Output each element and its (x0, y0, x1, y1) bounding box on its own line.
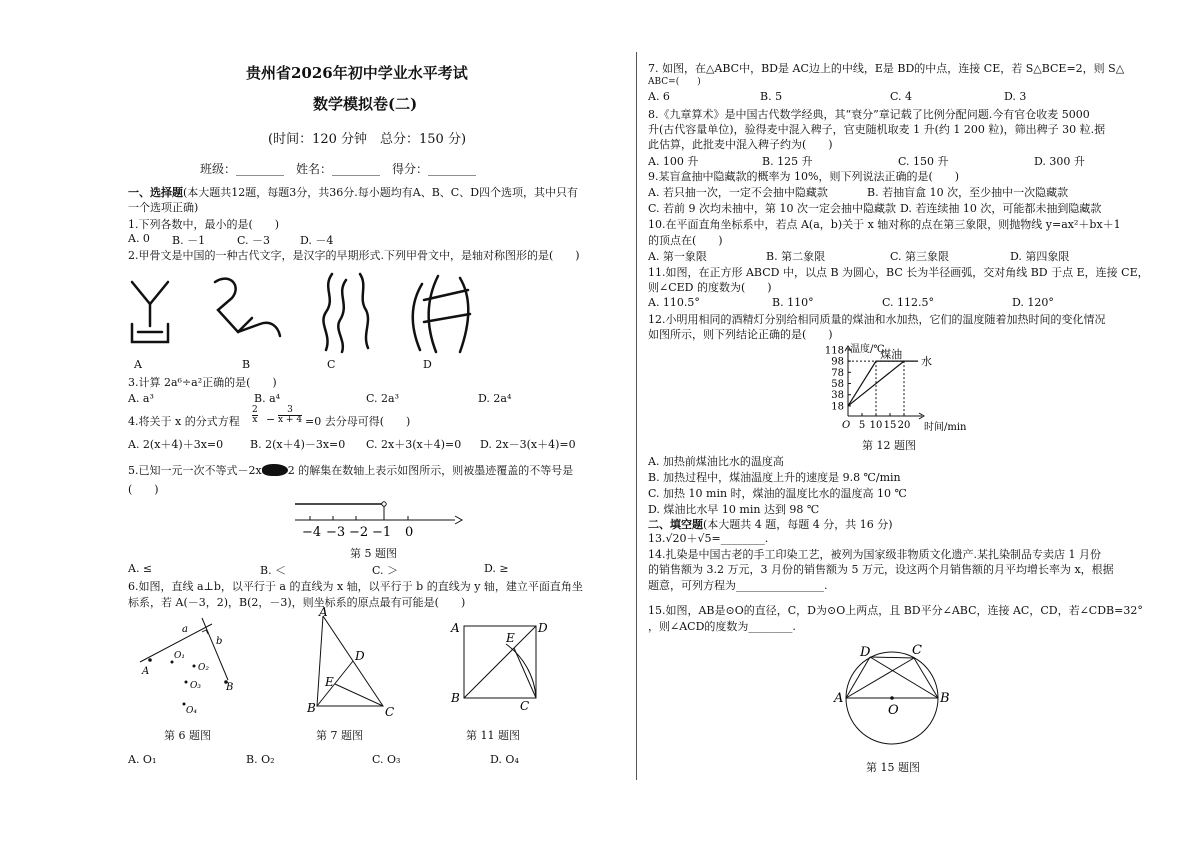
fig6-label-B: B (226, 682, 234, 693)
q5-tick-m3: −3 (326, 525, 346, 540)
q11-option-a: A. 110.5° (648, 296, 700, 309)
fig7-label-A: A (319, 605, 328, 619)
q2-stem: 2.甲骨文是中国的一种古代文字，是汉字的早期形式.下列甲骨文中，是轴对称图形的是( ) (128, 249, 580, 262)
q3-option-c: C. 2a³ (366, 392, 399, 405)
q5-caption: 第 5 题图 (350, 547, 397, 560)
q12-option-c: C. 加热 10 min 时，煤油的温度比水的温度高 10 ℃ (648, 487, 907, 500)
section2-heading: 二、填空题 (648, 518, 703, 531)
fig6-label-a: a (182, 624, 188, 635)
q6-option-d: D. O₄ (490, 753, 519, 766)
q6-stem-line2: 标系，若 A(－3，2)，B(2，－3)，则坐标系的原点最有可能是( ) (128, 596, 466, 609)
fig6-label-O3: O₃ (190, 681, 201, 691)
q11-option-b: B. 110° (772, 296, 814, 309)
q10-stem: 10.在平面直角坐标系中，若点 A(a，b)关于 x 轴对称的点在第三象限，则抛物线 y=ax²＋bx＋1 (648, 218, 1121, 231)
q8-stem-line3: 此估算，此批麦中混入稗子约为( ) (648, 138, 833, 151)
q5-tick-0: 0 (405, 525, 414, 540)
q9-option-a: A. 若只抽一次，一定不会抽中隐藏款 (648, 186, 828, 199)
q5-option-d: D. ≥ (484, 562, 509, 575)
q9-stem: 9.某盲盒抽中隐藏款的概率为 10%，则下列说法正确的是( ) (648, 170, 960, 183)
q4-option-d: D. 2x－3(x＋4)=0 (480, 438, 576, 451)
q8-option-a: A. 100 升 (648, 155, 699, 168)
q3-option-a: A. a³ (128, 392, 154, 405)
q10-option-d: D. 第四象限 (1010, 250, 1070, 263)
q7-stem-line2: ABC=( ) (648, 77, 701, 87)
q9-option-d: D. 若连续抽 10 次，可能都未抽到隐藏款 (900, 202, 1102, 215)
q5-number-line (290, 500, 470, 542)
fig11 (448, 616, 548, 716)
fig6-label-b: b (216, 636, 223, 647)
fig11-label-B: B (451, 691, 460, 705)
fig15-label-O: O (888, 703, 899, 718)
fig12-xlabel: 时间/min (924, 422, 967, 433)
q5-stem-a: 5.已知一元一次不等式－2x (128, 464, 262, 477)
q12-option-b: B. 加热过程中，煤油温度上升的速度是 9.8 ℃/min (648, 471, 901, 484)
q4-option-a: A. 2(x＋4)＋3x=0 (128, 438, 224, 451)
fig7-label-C: C (385, 705, 395, 719)
q4-fraction-1 (252, 406, 258, 425)
q3-option-d: D. 2a⁴ (478, 392, 512, 405)
fig12-ylabel: 温度/℃ (850, 344, 885, 355)
x-tick-label-3: 20 (897, 420, 911, 431)
column-divider (636, 52, 637, 780)
q4-frac2-denominator: x + 4 (278, 415, 303, 425)
fig7-label-B: B (307, 701, 316, 715)
q12-option-d: D. 煤油比水早 10 min 达到 98 ℃ (648, 503, 820, 516)
q8-stem: 8.《九章算术》是中国古代数学经典，其“衰分”章记载了比例分配问题.今有官仓收麦 5000 (648, 108, 1090, 121)
fig6-label-O2: O₂ (198, 663, 209, 673)
q3-option-b: B. a⁴ (254, 392, 281, 405)
fig7-caption: 第 7 题图 (316, 729, 363, 742)
y-tick-label-3: 78 (831, 367, 844, 379)
y-tick-label-5: 118 (824, 345, 844, 357)
fig6-label-O1: O₁ (174, 651, 185, 661)
y-tick-label-0: 18 (831, 401, 844, 413)
q4-stem-tail: =0 去分母可得( ) (305, 415, 411, 428)
q4-frac1-denominator: x (252, 415, 258, 425)
q1-option-d: D. －4 (300, 234, 334, 247)
q14-stem-line3: 题意，可列方程为________________. (648, 579, 828, 592)
fig15-label-C: C (912, 643, 922, 658)
q2-label-c: C (327, 358, 336, 371)
section1-intro-line2: 一个选项正确) (128, 201, 199, 214)
q11-option-d: D. 120° (1012, 296, 1054, 309)
fig6-label-A: A (142, 666, 150, 677)
q4-frac1-numerator: 2 (252, 405, 258, 415)
q5-tick-m4: −4 (302, 525, 322, 540)
fig7-label-D: D (355, 649, 365, 663)
fig15-caption: 第 15 题图 (866, 761, 920, 774)
fig11-label-C: C (520, 699, 530, 713)
section1-intro-text: (本大题共12题，每题3分，共36分.每小题均有A、B、C、D四个选项，其中只有 (183, 186, 579, 199)
q5-option-a: A. ≤ (128, 562, 153, 575)
q10-option-c: C. 第三象限 (890, 250, 950, 263)
q8-option-b: B. 125 升 (762, 155, 813, 168)
q8-option-d: D. 300 升 (1034, 155, 1085, 168)
y-tick-label-2: 58 (831, 379, 844, 391)
fig12-chart (814, 340, 974, 436)
q8-stem-line2: 升(古代容量单位)，验得麦中混入稗子，官吏随机取麦 1 升(约 1 200 粒)，筛出稗子 30 粒.据 (648, 123, 1106, 136)
fig6 (130, 612, 240, 722)
q5-stem (128, 462, 573, 478)
series-line-1 (848, 361, 918, 406)
q11-stem-line2: 则∠CED 的度数为( ) (648, 281, 772, 294)
section1-intro (128, 184, 578, 200)
y-tick-label-1: 38 (831, 390, 844, 402)
q11-stem: 11.如图，在正方形 ABCD 中，以点 B 为圆心，BC 长为半径画弧，交对角线 BD 于点 E，连接 CE， (648, 266, 1149, 279)
q10-option-b: B. 第二象限 (766, 250, 826, 263)
q15-stem-line2: ，则∠ACD的度数为________. (648, 620, 796, 633)
y-tick-label-4: 98 (831, 356, 844, 368)
x-tick-label-2: 15 (883, 420, 897, 431)
fig7 (305, 605, 405, 719)
exam-subtitle: 数学模拟卷(二) (313, 95, 418, 113)
student-info-fields: 班级：________ 姓名：________ 得分：________ (200, 162, 477, 176)
q4-stem: 4.将关于 x 的分式方程 (128, 415, 240, 428)
q5-tick-m2: −2 (349, 525, 369, 540)
fig11-caption: 第 11 题图 (466, 729, 520, 742)
q5-option-c: C. ＞ (372, 564, 399, 577)
q8-option-c: C. 150 升 (898, 155, 949, 168)
q14-stem-line2: 的销售额为 3.2 万元，3 月份的销售额为 5 万元，设这两个月销售额的月平均增长率为 x，根据 (648, 563, 1114, 576)
q5-option-b: B. ＜ (260, 564, 287, 577)
fig15 (836, 638, 956, 756)
q1-option-c: C. －3 (237, 234, 271, 247)
q2-oracle-figures (120, 264, 480, 359)
fig6-label-O4: O₄ (186, 706, 197, 716)
q12-option-a: A. 加热前煤油比水的温度高 (648, 455, 784, 468)
q12-stem: 12.小明用相同的酒精灯分别给相同质量的煤油和水加热，它们的温度随着加热时间的变化情况 (648, 313, 1106, 326)
q7-option-b: B. 5 (760, 90, 783, 103)
q9-option-c: C. 若前 9 次均未抽中，第 10 次一定会抽中隐藏款 (648, 202, 896, 215)
oracle-char-a (132, 282, 168, 342)
q6-stem: 6.如图，直线 a⊥b，以平行于 a 的直线为 x 轴，以平行于 b 的直线为 y 轴，建立平面直角坐 (128, 580, 583, 593)
q10-stem-line2: 的顶点在( ) (648, 234, 723, 247)
q15-stem: 15.如图，AB是⊙O的直径，C，D为⊙O上两点，且 BD平分∠ABC，连接 AC，CD，若∠CDB=32° (648, 604, 1143, 617)
fig12-origin: O (842, 420, 851, 431)
q7-option-c: C. 4 (890, 90, 913, 103)
fig7-label-E: E (325, 675, 334, 689)
series-label-1: 水 (921, 355, 932, 369)
oracle-char-d (413, 276, 470, 352)
q7-stem: 7. 如图，在△ABC中，BD是 AC边上的中线，E是 BD的中点，连接 CE，若 S△BCE=2，则 S△ (648, 62, 1125, 75)
q12-stem-line2: 如图所示，则下列结论正确的是( ) (648, 328, 833, 341)
q6-option-a: A. O₁ (128, 753, 157, 766)
section1-heading: 一、选择题 (128, 186, 183, 199)
q7-option-a: A. 6 (648, 90, 670, 103)
q2-label-b: B (242, 358, 251, 371)
ink-blot (262, 464, 288, 476)
q4-fraction-2 (278, 406, 302, 425)
fig15-label-B: B (940, 691, 950, 706)
fig12-caption: 第 12 题图 (862, 439, 916, 452)
q5-stem-line2: ( ) (128, 483, 159, 496)
x-tick-label-0: 5 (858, 420, 866, 431)
q5-stem-b: 2 的解集在数轴上表示如图所示，则被墨迹覆盖的不等号是 (287, 464, 574, 477)
q4-frac2-numerator: 3 (287, 405, 293, 415)
oracle-char-c (323, 274, 368, 352)
q1-option-a: A. 0 (128, 232, 150, 245)
fig15-label-A: A (834, 691, 844, 706)
fig11-label-D: D (538, 621, 548, 635)
fig11-label-E: E (506, 631, 515, 645)
q4-minus: − (266, 413, 276, 426)
q2-label-a: A (134, 358, 142, 371)
q5-tick-m1: −1 (372, 525, 392, 540)
q9-option-b: B. 若抽盲盒 10 次，至少抽中一次隐藏款 (867, 186, 1069, 199)
q6-option-c: C. O₃ (372, 753, 401, 766)
x-tick-label-1: 10 (869, 420, 883, 431)
q7-option-d: D. 3 (1004, 90, 1027, 103)
section2-intro-text: (本大题共 4 题，每题 4 分，共 16 分) (703, 518, 893, 531)
series-label-0: 煤油 (880, 348, 903, 362)
fig15-label-D: D (860, 645, 871, 660)
q10-option-a: A. 第一象限 (648, 250, 707, 263)
q4-option-b: B. 2(x＋4)－3x=0 (250, 438, 346, 451)
q2-label-d: D (423, 358, 432, 371)
q13-stem: 13.√20＋√5=________. (648, 532, 769, 545)
q6-option-b: B. O₂ (246, 753, 275, 766)
q1-option-b: B. －1 (172, 234, 206, 247)
fig11-label-A: A (451, 621, 460, 635)
time-info: (时间：120 分钟 总分：150 分) (268, 132, 467, 147)
q4-option-c: C. 2x＋3(x＋4)=0 (366, 438, 462, 451)
exam-title: 贵州省2026年初中学业水平考试 (246, 64, 468, 82)
oracle-char-b (215, 279, 280, 336)
fig6-caption: 第 6 题图 (164, 729, 211, 742)
q11-option-c: C. 112.5° (882, 296, 935, 309)
q3-stem: 3.计算 2a⁶÷a²正确的是( ) (128, 376, 277, 389)
q14-stem: 14.扎染是中国古老的手工印染工艺，被列为国家级非物质文化遗产.某扎染制品专卖店 1 月份 (648, 548, 1101, 561)
q1-stem: 1.下列各数中，最小的是( ) (128, 218, 280, 231)
